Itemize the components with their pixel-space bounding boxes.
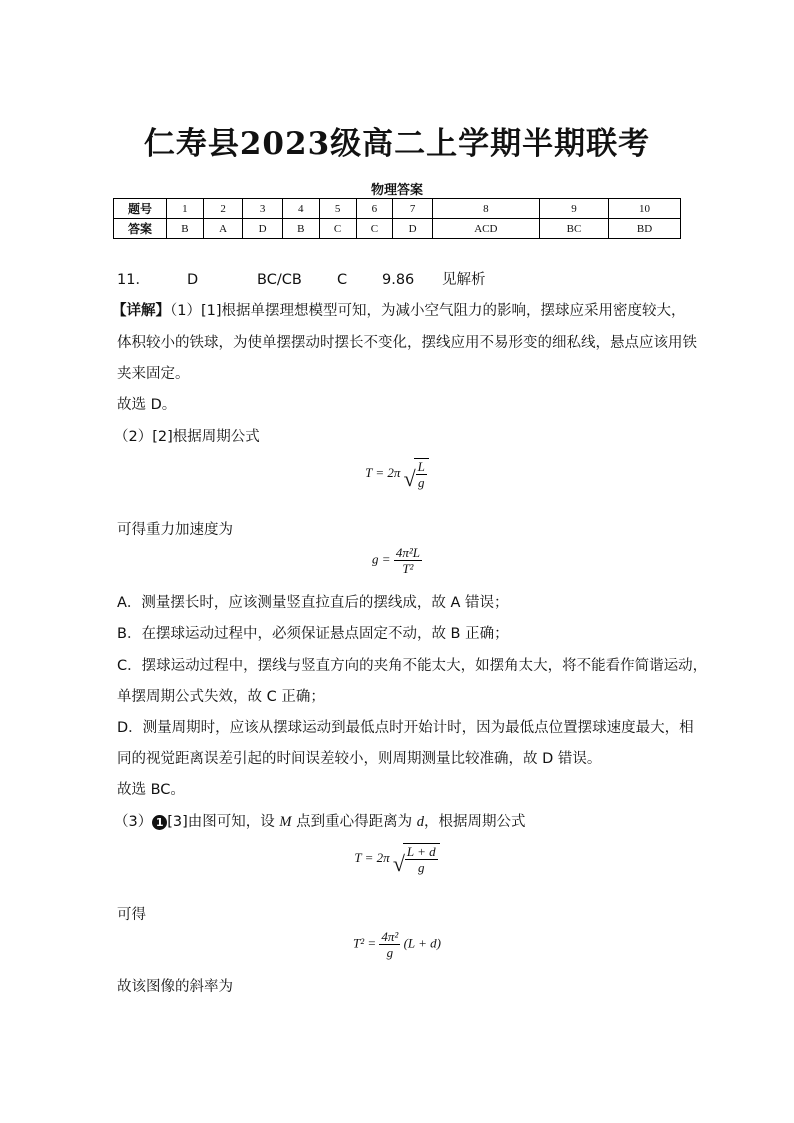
detail-line (112, 299, 686, 320)
answer-cell: D (243, 219, 283, 239)
frac-den: g (386, 945, 394, 960)
frac-num: L + d (406, 844, 436, 859)
option-c: C．摆球运动过程中，摆线与竖直方向的夹角不能太大，如摆角太大，将不能看作简谐运动， (117, 658, 708, 674)
option-a: A．测量摆长时，应该测量竖直拉直后的摆线成，故 A 错误； (117, 595, 509, 611)
table-row-answers (114, 219, 681, 239)
detail-text: （2）[2]根据周期公式 (114, 429, 260, 445)
q11-part: 9.86 (382, 272, 415, 288)
frac-den: g (418, 475, 425, 490)
circled-number-icon: 1 (152, 815, 167, 830)
detail-line: （3） 1 [3]由图可知，设 M 点到重心得距离为 d，根据周期公式 (114, 814, 526, 830)
q11-answers (117, 268, 486, 289)
answer-cell: C (356, 219, 393, 239)
answer-cell: B (282, 219, 319, 239)
detail-text: （1）[1]根据单摆理想模型可知，为减小空气阻力的影响，摆球应采用密度较大， (170, 303, 686, 319)
option-b: B．在摆球运动过程中，必须保证悬点固定不动，故 B 正确； (117, 626, 509, 642)
formula-rhs: (L + d) (403, 935, 441, 951)
q11-part: D (187, 272, 199, 288)
detail-label: 【详解】 (112, 303, 170, 319)
answer-label: 答案 (114, 219, 167, 239)
answer-cell: C (319, 219, 356, 239)
formula-lhs: T² = (352, 935, 377, 951)
question-number: 4 (282, 199, 319, 219)
answer-table (113, 198, 681, 239)
formula-lhs: T = 2π (365, 464, 401, 480)
answer-cell: ACD (432, 219, 539, 239)
q11-part: BC/CB (257, 272, 302, 288)
answer-cell: BD (609, 219, 681, 239)
answer-cell: D (393, 219, 433, 239)
question-number: 8 (432, 199, 539, 219)
header-label: 题号 (114, 199, 167, 219)
choose-line: 故选 D。 (117, 397, 177, 413)
question-number: 9 (539, 199, 608, 219)
subtitle: 物理答案 (370, 183, 423, 198)
choose-line: 故选 BC。 (117, 782, 185, 798)
frac-den: g (418, 860, 425, 875)
table-row-numbers (114, 199, 681, 219)
answer-cell: A (203, 219, 243, 239)
sqrt: √ $\frac{L + d}{g}$ (393, 843, 440, 875)
answer-cell: BC (539, 219, 608, 239)
frac-num: 4π² (381, 929, 399, 944)
question-number: 10 (609, 199, 681, 219)
formula-period-d (0, 843, 794, 875)
sqrt: √ $\frac{L}{g}$ (404, 458, 429, 490)
question-number: 5 (319, 199, 356, 219)
q11-number: 11． (117, 272, 150, 288)
formula-gravity (0, 545, 794, 576)
q11-part: 见解析 (442, 272, 486, 288)
formula-lhs: g = (372, 551, 391, 567)
formula-lhs: T = 2π (354, 849, 390, 865)
question-number: 7 (393, 199, 433, 219)
detail-text: 夹来固定。 (117, 366, 190, 382)
detail-text: 可得 (117, 907, 146, 923)
question-number: 1 (167, 199, 204, 219)
question-number: 3 (243, 199, 283, 219)
detail-text: 可得重力加速度为 (117, 522, 233, 538)
option-d: 同的视觉距离误差引起的时间误差较小，则周期测量比较准确，故 D 错误。 (117, 751, 602, 767)
answer-cell: B (167, 219, 204, 239)
page-title: 仁寿县2023级高二上学期半期联考 (143, 126, 651, 162)
frac-num: L (417, 459, 425, 474)
question-number: 2 (203, 199, 243, 219)
formula-t-squared (0, 929, 794, 960)
question-number: 6 (356, 199, 393, 219)
option-c: 单摆周期公式失效，故 C 正确； (117, 689, 325, 705)
detail-text: 体积较小的铁球，为使单摆摆动时摆长不变化，摆线应用不易形变的细私线，悬点应该用铁 (117, 335, 697, 351)
detail-text: 故该图像的斜率为 (117, 979, 233, 995)
frac-num: 4π²L (395, 545, 420, 560)
option-d: D．测量周期时，应该从摆球运动到最低点时开始计时，因为最低点位置摆球速度最大，相 (117, 720, 694, 736)
q11-part: C (337, 272, 348, 288)
frac-den: T² (402, 561, 414, 576)
formula-period (0, 458, 794, 490)
